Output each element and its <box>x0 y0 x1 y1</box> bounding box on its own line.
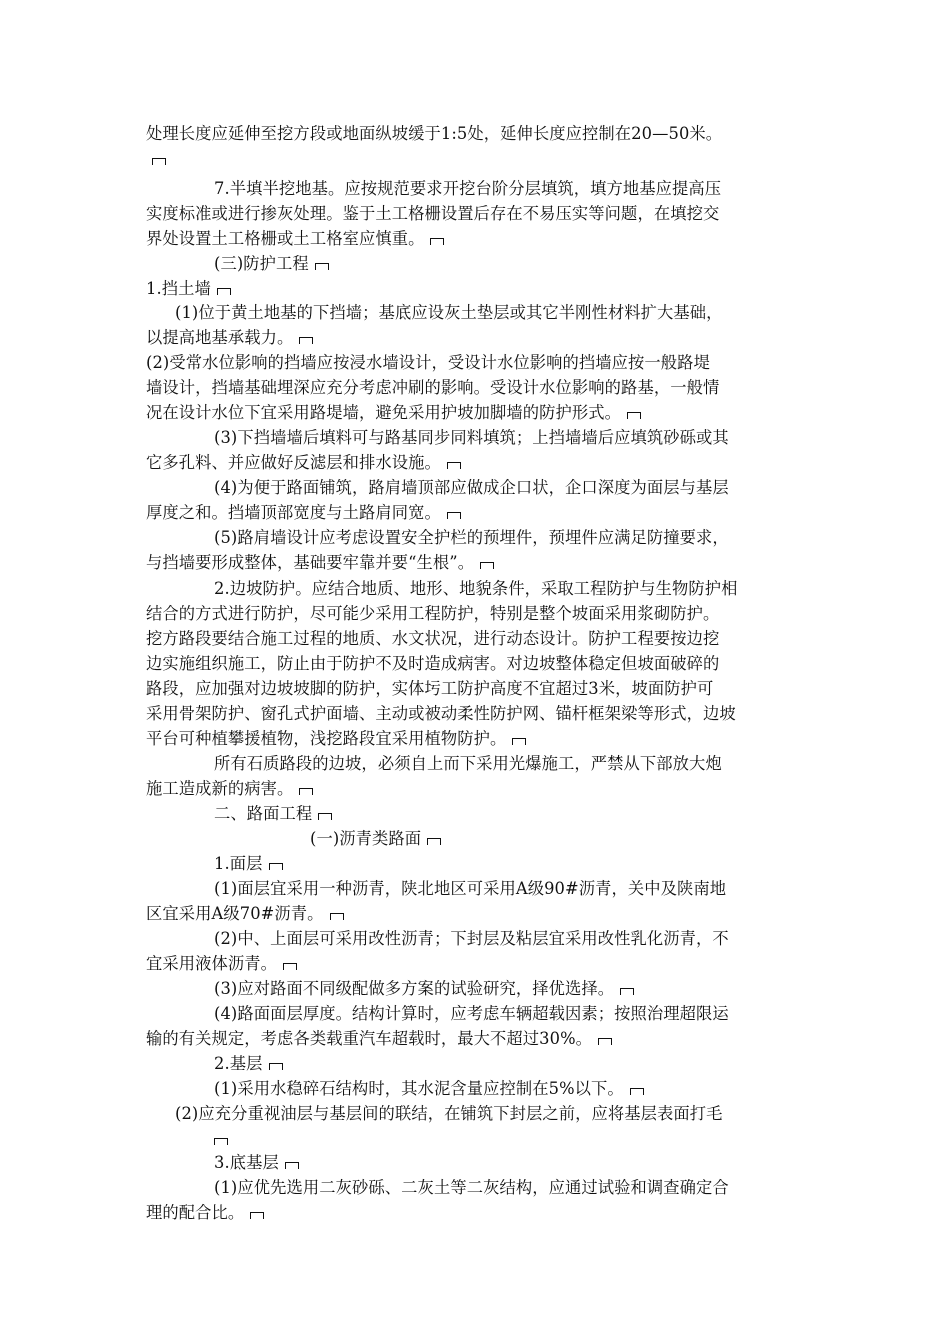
paragraph-mark-icon <box>630 1088 644 1095</box>
paragraph-mark-icon <box>269 863 283 870</box>
text-line: (1)应优先选用二灰砂砾、二灰土等二灰结构，应通过试验和调查确定合 <box>214 1178 729 1197</box>
text-line: 7.半填半挖地基。应按规范要求开挖台阶分层填筑，填方地基应提高压 <box>214 179 722 198</box>
paragraph-mark-icon <box>430 238 444 245</box>
text-line: 2.边坡防护。应结合地质、地形、地貌条件，采取工程防护与生物防护相 <box>214 579 738 598</box>
paragraph-mark-icon <box>285 1162 299 1169</box>
text-line: (2)中、上面层可采用改性沥青；下封层及粘层宜采用改性乳化沥青，不 <box>214 929 729 948</box>
text-line: 施工造成新的病害。 <box>146 776 313 801</box>
text-line: 界处设置土工格栅或土工格室应慎重。 <box>146 226 444 251</box>
text-line <box>214 1126 228 1151</box>
text-line: 处理长度应延伸至挖方段或地面纵坡缓于1:5处，延伸长度应控制在20—50米。 <box>146 124 723 143</box>
paragraph-mark-icon <box>152 158 166 165</box>
paragraph-mark-icon <box>315 263 329 270</box>
text-line: 平台可种植攀援植物，浅挖路段宜采用植物防护。 <box>146 726 526 751</box>
subsection-heading: 2.基层 <box>214 1051 283 1076</box>
text-line <box>146 146 166 171</box>
paragraph-mark-icon <box>250 1212 264 1219</box>
text-line: 墙设计，挡墙基础埋深应充分考虑冲刷的影响。受设计水位影响的路基，一般情 <box>146 378 720 397</box>
text-line: 边实施组织施工，防止由于防护不及时造成病害。对边坡整体稳定但坡面破碎的 <box>146 654 720 673</box>
text-line: 宜采用液体沥青。 <box>146 951 297 976</box>
text-line: 以提高地基承载力。 <box>146 325 313 350</box>
paragraph-mark-icon <box>318 813 332 820</box>
text-line: (1)面层宜采用一种沥青，陕北地区可采用A级90#沥青，关中及陕南地 <box>214 879 727 898</box>
paragraph-mark-icon <box>620 988 634 995</box>
text-line: (3)下挡墙墙后填料可与路基同步同料填筑；上挡墙墙后应填筑砂砾或其 <box>214 428 729 447</box>
paragraph-mark-icon <box>214 1138 228 1145</box>
text-line: 挖方路段要结合施工过程的地质、水文状况，进行动态设计。防护工程要按边挖 <box>146 629 720 648</box>
text-line: 与挡墙要形成整体，基础要牢靠并要“生根”。 <box>146 550 494 575</box>
paragraph-mark-icon <box>627 412 641 419</box>
subsection-heading: 1.面层 <box>214 851 283 876</box>
subsection-heading: (一)沥青类路面 <box>310 826 441 851</box>
text-line: (1)位于黄土地基的下挡墙；基底应设灰土垫层或其它半刚性材料扩大基础， <box>175 303 723 322</box>
text-line: (4)路面面层厚度。结构计算时，应考虑车辆超载因素；按照治理超限运 <box>214 1004 729 1023</box>
section-heading: (三)防护工程 <box>214 251 329 276</box>
text-line: (3)应对路面不同级配做多方案的试验研究，择优选择。 <box>214 976 634 1001</box>
paragraph-mark-icon <box>283 963 297 970</box>
text-line: 输的有关规定，考虑各类载重汽车超载时，最大不超过30%。 <box>146 1026 612 1051</box>
text-line: 所有石质路段的边坡，必须自上而下采用光爆施工，严禁从下部放大炮 <box>214 754 722 773</box>
paragraph-mark-icon <box>299 337 313 344</box>
text-line: 厚度之和。挡墙顶部宽度与土路肩同宽。 <box>146 500 461 525</box>
text-line: 理的配合比。 <box>146 1200 264 1225</box>
paragraph-mark-icon <box>512 738 526 745</box>
text-line: 采用骨架防护、窗孔式护面墙、主动或被动柔性防护网、锚杆框架梁等形式，边坡 <box>146 704 736 723</box>
paragraph-mark-icon <box>269 1063 283 1070</box>
paragraph-mark-icon <box>330 913 344 920</box>
text-line: (4)为便于路面铺筑，路肩墙顶部应做成企口状，企口深度为面层与基层 <box>214 478 729 497</box>
text-line: (2)受常水位影响的挡墙应按浸水墙设计，受设计水位影响的挡墙应按一般路堤 <box>146 353 710 372</box>
paragraph-mark-icon <box>217 288 231 295</box>
section-heading: 二、路面工程 <box>214 801 332 826</box>
paragraph-mark-icon <box>447 512 461 519</box>
text-line: (2)应充分重视油层与基层间的联结，在铺筑下封层之前，应将基层表面打毛 <box>175 1104 723 1123</box>
paragraph-mark-icon <box>427 838 441 845</box>
text-line: 它多孔料、并应做好反滤层和排水设施。 <box>146 450 461 475</box>
paragraph-mark-icon <box>447 462 461 469</box>
text-line: (5)路肩墙设计应考虑设置安全护栏的预埋件，预埋件应满足防撞要求， <box>214 528 729 547</box>
paragraph-mark-icon <box>598 1038 612 1045</box>
paragraph-mark-icon <box>299 788 313 795</box>
text-line: 结合的方式进行防护，尽可能少采用工程防护，特别是整个坡面采用浆砌防护。 <box>146 604 720 623</box>
paragraph-mark-icon <box>480 562 494 569</box>
subsection-heading: 1.挡土墙 <box>146 276 231 301</box>
text-line: 况在设计水位下宜采用路堤墙，避免采用护坡加脚墙的防护形式。 <box>146 400 641 425</box>
subsection-heading: 3.底基层 <box>214 1150 299 1175</box>
text-line: 路段，应加强对边坡坡脚的防护，实体圬工防护高度不宜超过3米，坡面防护可 <box>146 679 714 698</box>
text-line: (1)采用水稳碎石结构时，其水泥含量应控制在5%以下。 <box>214 1076 644 1101</box>
text-line: 实度标准或进行掺灰处理。鉴于土工格栅设置后存在不易压实等问题，在填挖交 <box>146 204 720 223</box>
text-line: 区宜采用A级70#沥青。 <box>146 901 344 926</box>
